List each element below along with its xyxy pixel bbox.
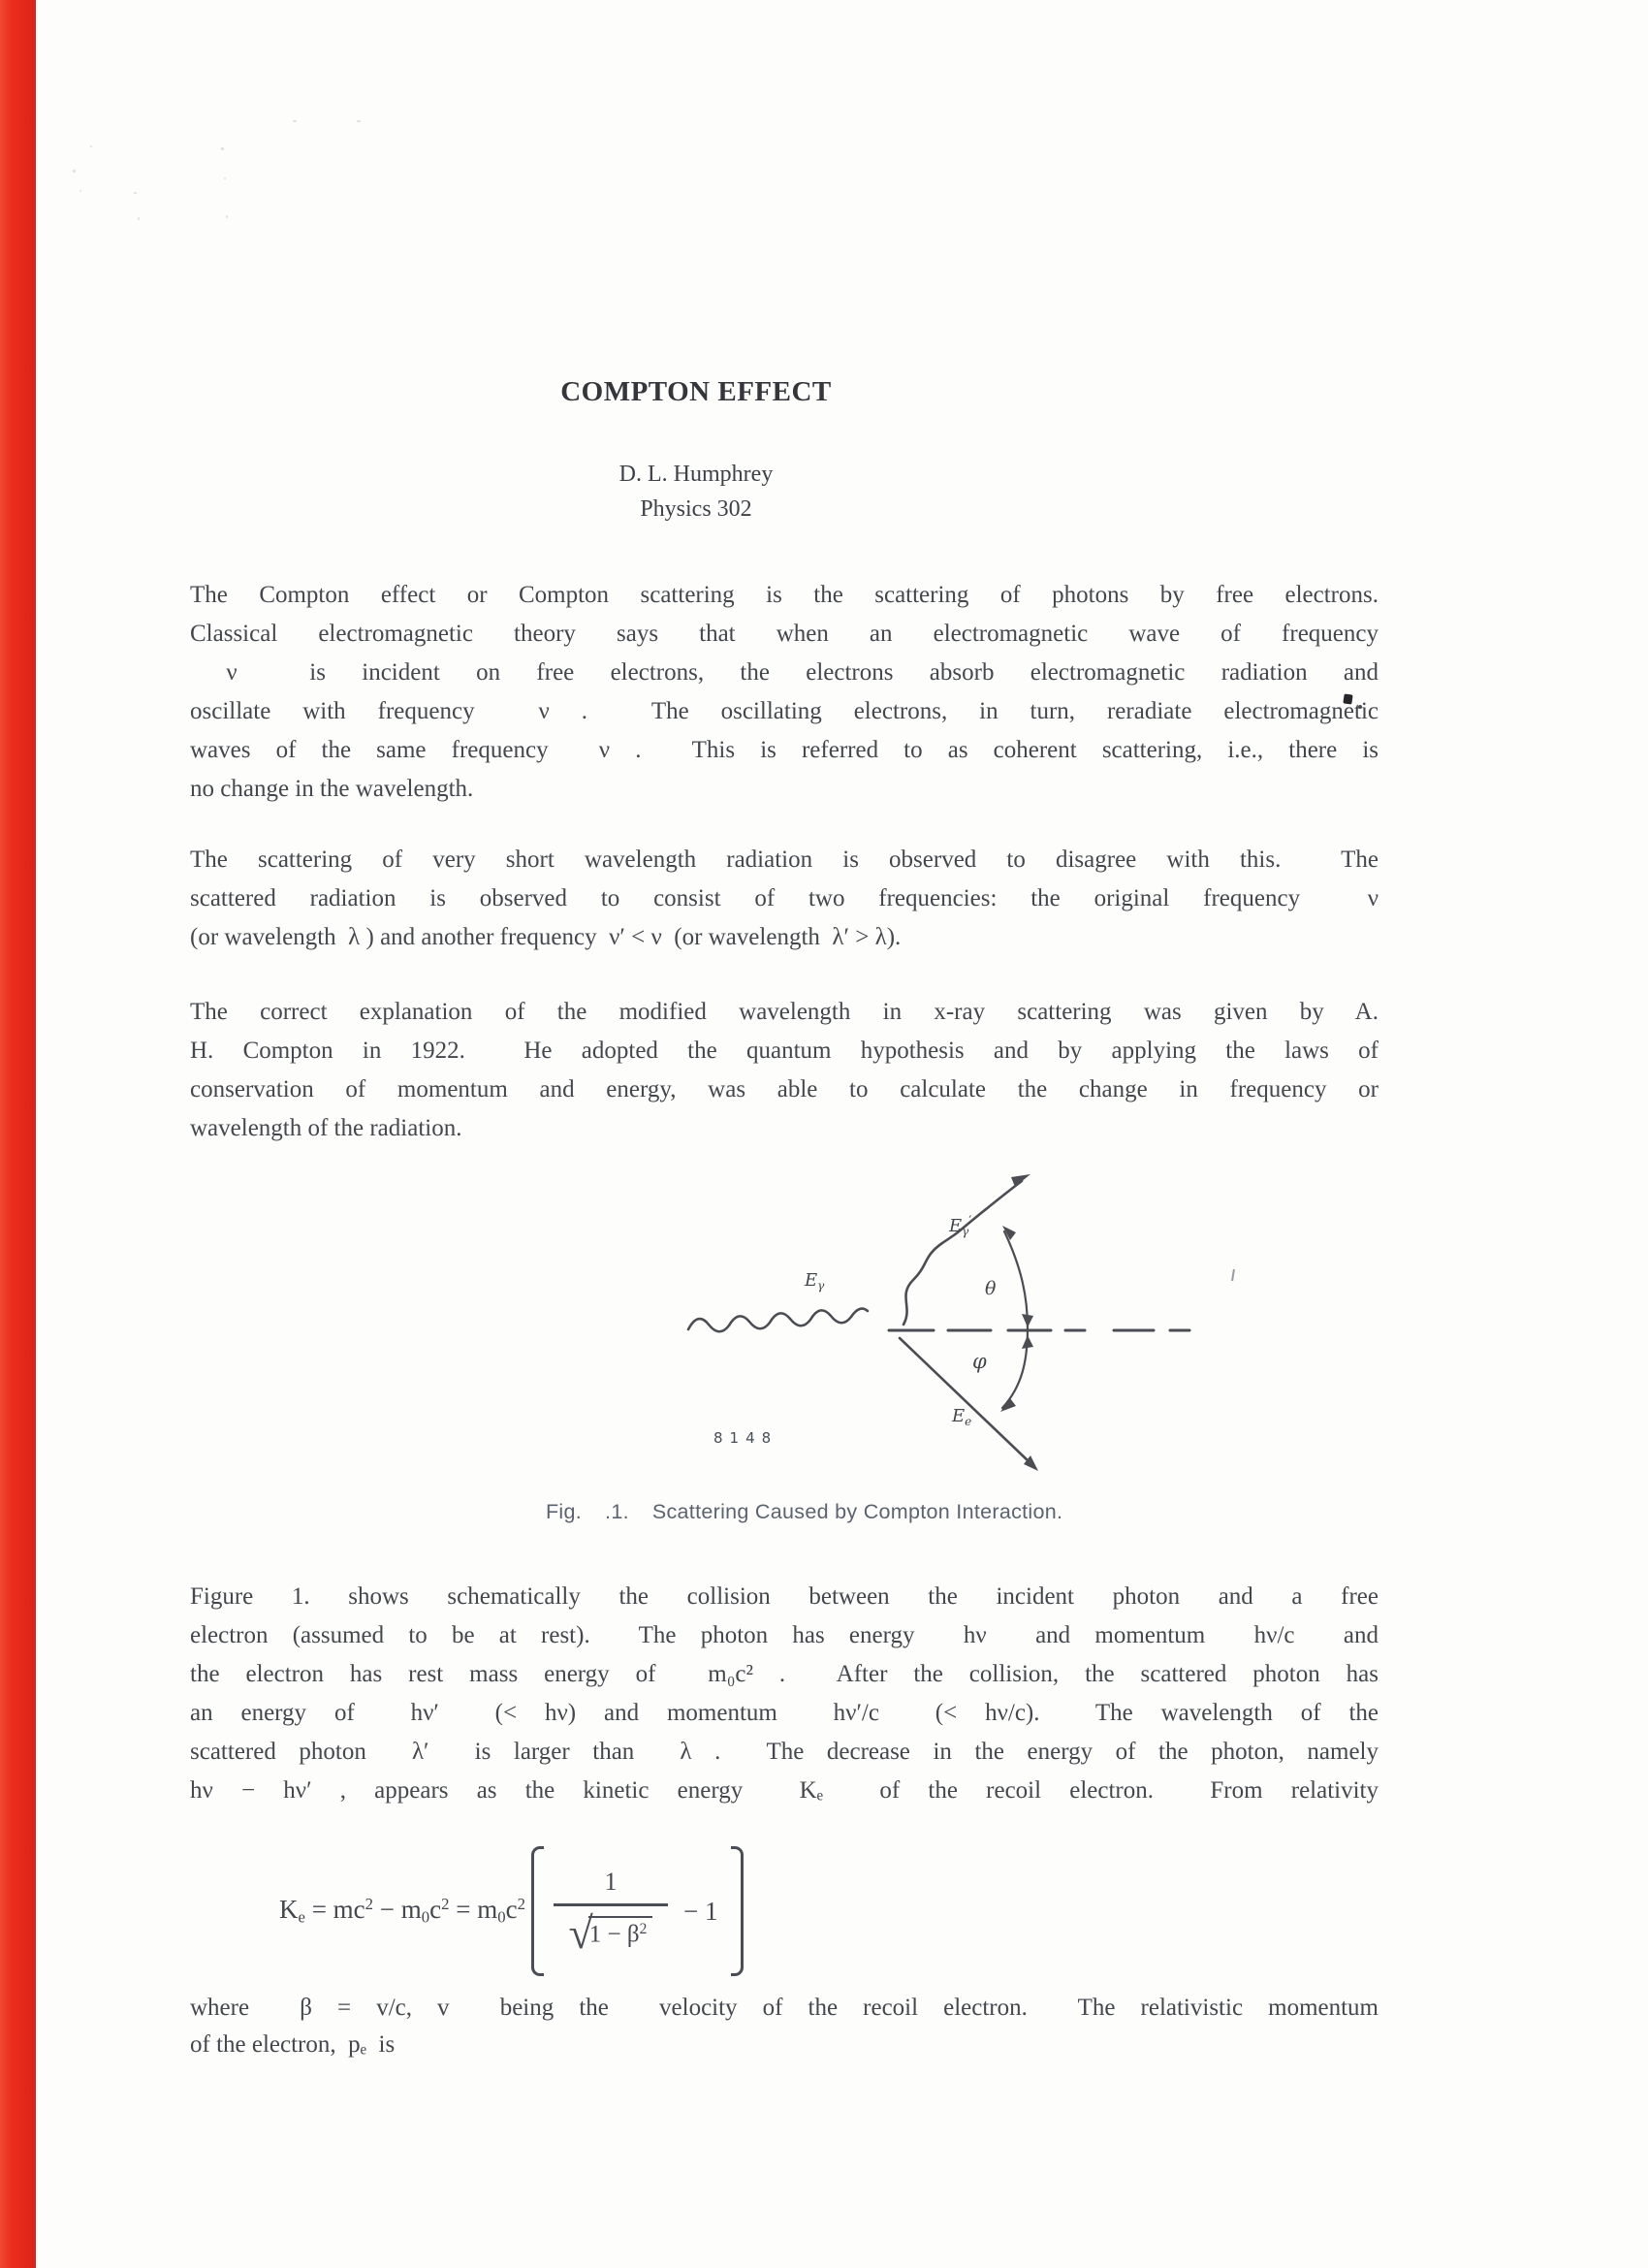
scattered-photon-curve xyxy=(903,1181,1022,1325)
body-line: where β = v/c, v being the velocity of the recoil electron. The relativistic momentum xyxy=(190,1995,1379,2021)
body-line: no change in the wavelength. xyxy=(190,776,474,802)
page-title: COMPTON EFFECT xyxy=(560,376,832,407)
body-line: waves of the same frequency ν . This is referred to as coherent scattering, i.e., there is xyxy=(190,737,1379,763)
paragraph xyxy=(190,576,1379,809)
body-line: wavelength of the radiation. xyxy=(190,1115,462,1141)
body-line: The correct explanation of the modified wavelength in x-ray scattering was given by A. xyxy=(190,999,1379,1025)
body-line: an energy of hν′ (< hν) and momentum hν′/c (< hν/c). The wavelength of the xyxy=(190,1700,1379,1726)
label-electron-energy: $E_e$ xyxy=(952,1406,972,1428)
paragraph xyxy=(190,1990,1379,2063)
scan-speck xyxy=(79,190,81,192)
body-line: (or wavelength λ ) and another frequency ν′ < ν (or wavelength λ′ > λ). xyxy=(190,924,902,950)
body-line: hν − hν′ , appears as the kinetic energy Kₑ of the recoil electron. From relativity xyxy=(190,1777,1379,1804)
paragraph xyxy=(190,1578,1379,1810)
scan-speck xyxy=(224,177,226,179)
paragraph xyxy=(190,993,1379,1148)
body-line: Classical electromagnetic theory says that when an electromagnetic wave of frequency xyxy=(190,621,1379,647)
label-phi-angle: φ xyxy=(972,1350,987,1373)
scan-speck xyxy=(138,217,140,220)
figure-compton-scattering xyxy=(669,1154,1212,1493)
angle-arc xyxy=(1002,1231,1028,1408)
equation-kinetic-energy xyxy=(279,1842,744,1980)
body-line: The Compton effect or Compton scattering is the scattering of photons by free electrons. xyxy=(190,582,1379,608)
equation-lhs: $K_e = mc^2 - m_0c^2 = m_0c^2$ xyxy=(279,1895,525,1927)
scan-speck xyxy=(134,192,137,194)
label-scattered-photon-energy: $E_\gamma'$ xyxy=(949,1214,972,1238)
label-theta-angle: θ xyxy=(985,1278,997,1299)
scan-ink-tick xyxy=(1231,1269,1235,1281)
fraction-numerator: 1 xyxy=(604,1868,618,1897)
caption-fig-number: .1. xyxy=(605,1500,629,1523)
scattered-photon-arrowhead xyxy=(1011,1174,1030,1187)
body-line: Figure 1. shows schematically the collision between the incident photon and a free xyxy=(190,1583,1379,1610)
author-line: D. L. Humphrey xyxy=(618,462,774,487)
body-line: ν is incident on free electrons, the electrons absorb electromagnetic radiation and xyxy=(190,659,1379,686)
equation-right-bracket xyxy=(731,1846,744,1976)
paragraph xyxy=(190,841,1379,957)
caption-fig-label: Fig. xyxy=(546,1500,583,1523)
body-line: the electron has rest mass energy of m₀c² . After the collision, the scattered photon has xyxy=(190,1661,1379,1687)
equation-tail: − 1 xyxy=(682,1896,718,1926)
body-line: H. Compton in 1922. He adopted the quantum hypothesis and by applying the laws of xyxy=(190,1038,1379,1064)
arc-arrowhead-mid-up xyxy=(1022,1335,1033,1349)
scan-speck xyxy=(221,147,224,150)
body-line: scattered radiation is observed to consist of two frequencies: the original frequency ν xyxy=(190,885,1379,911)
plate-number: 8148 xyxy=(713,1429,778,1447)
label-incident-photon-energy: $E_\gamma$ xyxy=(805,1270,825,1293)
fraction-denominator xyxy=(568,1906,653,1958)
body-line: oscillate with frequency ν . The oscillating electrons, in turn, reradiate electromagnetic xyxy=(190,698,1379,724)
figure-caption xyxy=(546,1500,1062,1524)
scan-speck xyxy=(357,120,361,122)
incident-photon-wave xyxy=(688,1309,868,1332)
body-line: The scattering of very short wavelength radiation is observed to disagree with this. The xyxy=(190,847,1379,873)
scan-speck xyxy=(73,170,76,173)
scan-speck xyxy=(226,215,228,218)
equation-left-bracket xyxy=(531,1846,544,1976)
body-line: conservation of momentum and energy, was able to calculate the change in frequency or xyxy=(190,1076,1379,1102)
body-line: scattered photon λ′ is larger than λ . The decrease in the energy of the photon, namely xyxy=(190,1739,1379,1765)
arc-arrowhead-mid-down xyxy=(1022,1314,1033,1327)
scan-edge-strip xyxy=(0,0,36,2268)
body-line: electron (assumed to be at rest). The photon has energy hν and momentum hν/c and xyxy=(190,1622,1379,1648)
equation-fraction xyxy=(554,1868,668,1958)
caption-text: Scattering Caused by Compton Interaction. xyxy=(651,1500,1063,1523)
course-line: Physics 302 xyxy=(640,496,752,522)
scan-speck xyxy=(90,145,92,147)
scan-speck xyxy=(293,120,297,122)
radicand: $1 - \beta^2$ xyxy=(588,1916,653,1949)
radical-sign: √ xyxy=(568,1907,593,1958)
body-line: of the electron, pₑ is xyxy=(190,2031,396,2058)
